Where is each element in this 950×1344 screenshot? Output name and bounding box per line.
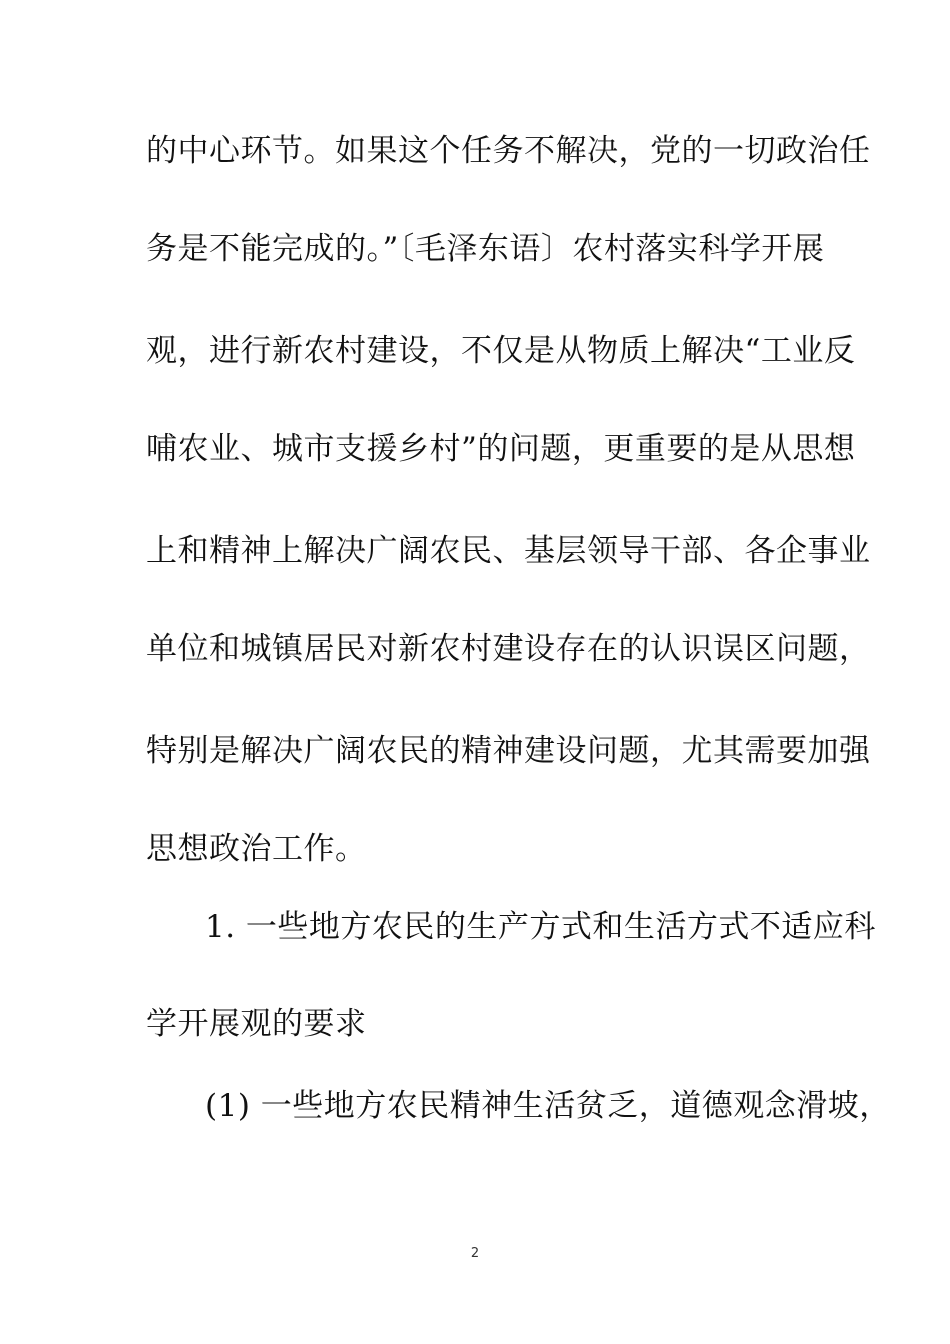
section-heading-line-1: 1. 一些地方农民的生产方式和生活方式不适应科 bbox=[205, 909, 876, 945]
paragraph-line-7: 特别是解决广阔农民的精神建设问题，尤其需要加强 bbox=[146, 733, 871, 769]
page-number: 2 bbox=[470, 1246, 480, 1261]
paragraph-line-4: 哺农业、城市支援乡村”的问题，更重要的是从思想 bbox=[146, 431, 856, 467]
paragraph-line-1: 的中心环节。如果这个任务不解决，党的一切政治任 bbox=[146, 133, 871, 169]
paragraph-line-2: 务是不能完成的。”〔毛泽东语〕农村落实科学开展 bbox=[146, 231, 825, 267]
paragraph-line-5: 上和精神上解决广阔农民、基层领导干部、各企事业 bbox=[146, 533, 871, 569]
subsection-line-1: (1) 一些地方农民精神生活贫乏，道德观念滑坡， bbox=[205, 1088, 891, 1124]
paragraph-line-6: 单位和城镇居民对新农村建设存在的认识误区问题， bbox=[146, 631, 871, 667]
section-heading-line-2: 学开展观的要求 bbox=[146, 1006, 367, 1042]
paragraph-line-8: 思想政治工作。 bbox=[146, 831, 367, 867]
paragraph-line-3: 观，进行新农村建设，不仅是从物质上解决“工业反 bbox=[146, 333, 856, 369]
